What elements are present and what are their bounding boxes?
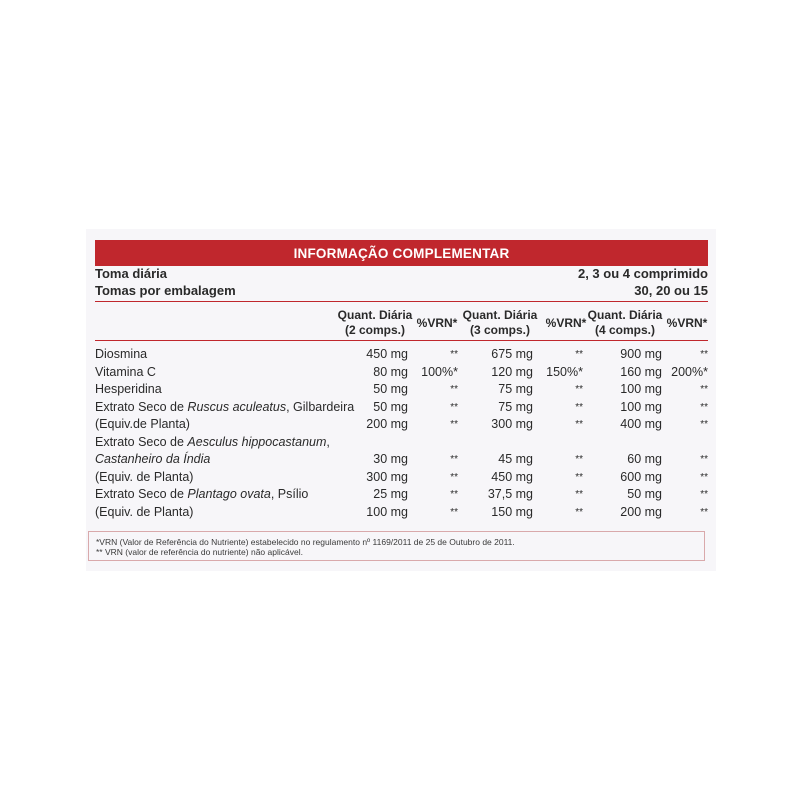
quantity-2comps: 50 mg bbox=[373, 382, 408, 396]
ingredient-label-suffix: , Gilbardeira bbox=[286, 399, 355, 414]
table-row bbox=[95, 346, 708, 364]
divider-top bbox=[95, 301, 708, 302]
ingredient-label: Vitamina C bbox=[95, 364, 156, 379]
table-row bbox=[95, 364, 708, 382]
vrn-3comps: 150%* bbox=[546, 364, 583, 379]
vrn-4comps: ** bbox=[700, 401, 708, 413]
quantity-2comps: 100 mg bbox=[366, 504, 408, 519]
header-quant-2comps bbox=[335, 308, 415, 338]
vrn-4comps: ** bbox=[700, 454, 708, 465]
quantity-4comps: 200 mg bbox=[620, 504, 662, 519]
vrn-3comps: ** bbox=[575, 401, 583, 413]
toma-diaria-row bbox=[95, 265, 708, 282]
footnote-vrn-na: ** VRN (valor de referência do nutriente) não aplicável. bbox=[96, 547, 303, 557]
header-text: (2 comps.) bbox=[344, 323, 405, 337]
tomas-embalagem-value: 30, 20 ou 15 bbox=[634, 283, 708, 298]
header-quant-3comps bbox=[460, 308, 540, 338]
quantity-3comps: 75 mg bbox=[498, 399, 533, 414]
table-row bbox=[95, 434, 708, 452]
quantity-4comps: 100 mg bbox=[620, 382, 662, 396]
vrn-2comps: ** bbox=[450, 384, 458, 395]
vrn-4comps: ** bbox=[700, 471, 708, 483]
quantity-3comps: 37,5 mg bbox=[487, 487, 533, 501]
ingredient-label bbox=[95, 434, 330, 452]
quantity-3comps: 120 mg bbox=[491, 364, 533, 379]
quantity-2comps: 30 mg bbox=[373, 452, 408, 466]
vrn-4comps: ** bbox=[700, 489, 708, 500]
table-row bbox=[95, 504, 708, 522]
toma-diaria-label: Toma diária bbox=[95, 266, 168, 281]
header-vrn-2: %VRN* bbox=[545, 316, 587, 330]
table-row bbox=[95, 399, 708, 417]
ingredient-label: (Equiv. de Planta) bbox=[95, 469, 194, 484]
ingredient-label-prefix: Extrato Seco de bbox=[95, 487, 188, 501]
ingredient-species: Plantago ovata bbox=[187, 487, 271, 501]
quantity-3comps: 150 mg bbox=[491, 504, 533, 519]
quantity-2comps: 50 mg bbox=[373, 399, 408, 414]
quantity-3comps: 450 mg bbox=[491, 469, 533, 484]
ingredient-label bbox=[95, 486, 308, 504]
vrn-2comps: ** bbox=[450, 454, 458, 465]
table-row bbox=[95, 381, 708, 399]
header-text: (4 comps.) bbox=[594, 323, 655, 337]
ingredient-species: Aesculus hippocastanum bbox=[187, 434, 327, 449]
ingredient-label: (Equiv. de Planta) bbox=[95, 504, 194, 519]
quantity-4comps: 600 mg bbox=[620, 469, 662, 484]
vrn-2comps: ** bbox=[450, 401, 458, 413]
quantity-2comps: 80 mg bbox=[373, 364, 408, 379]
vrn-2comps: ** bbox=[450, 471, 458, 483]
quantity-4comps: 900 mg bbox=[620, 347, 662, 361]
table-row bbox=[95, 486, 708, 504]
quantity-4comps: 160 mg bbox=[620, 364, 662, 379]
quantity-3comps: 45 mg bbox=[498, 452, 533, 466]
vrn-4comps: ** bbox=[700, 419, 708, 430]
vrn-3comps: ** bbox=[575, 384, 583, 395]
vrn-3comps: ** bbox=[575, 489, 583, 500]
quantity-3comps: 75 mg bbox=[498, 382, 533, 396]
footnote-vrn: *VRN (Valor de Referência do Nutriente) estabelecido no regulamento nº 1169/2011 de 25 de Outubro de 2011. bbox=[96, 537, 515, 547]
ingredient-species: Ruscus aculeatus bbox=[187, 399, 287, 414]
ingredient-label-prefix: Extrato Seco de bbox=[95, 399, 188, 414]
ingredient-label-suffix: , bbox=[326, 434, 330, 449]
header-vrn-3: %VRN* bbox=[666, 316, 708, 330]
table-row bbox=[95, 416, 708, 434]
quantity-2comps: 450 mg bbox=[366, 347, 408, 361]
quantity-3comps: 300 mg bbox=[491, 417, 533, 431]
ingredient-label: Hesperidina bbox=[95, 382, 162, 396]
vrn-3comps: ** bbox=[575, 506, 583, 518]
header-text: (3 comps.) bbox=[469, 323, 530, 337]
vrn-3comps: ** bbox=[575, 471, 583, 483]
table-row bbox=[95, 469, 708, 487]
vrn-4comps: ** bbox=[700, 506, 708, 518]
quantity-4comps: 100 mg bbox=[620, 399, 662, 414]
ingredient-species: Castanheiro da Índia bbox=[95, 452, 211, 466]
header-quant-4comps bbox=[585, 308, 665, 338]
quantity-2comps: 300 mg bbox=[366, 469, 408, 484]
tomas-embalagem-label: Tomas por embalagem bbox=[95, 283, 236, 298]
nutrient-table bbox=[95, 346, 708, 521]
ingredient-label: Diosmina bbox=[95, 347, 148, 361]
vrn-3comps: ** bbox=[575, 454, 583, 465]
vrn-2comps: 100%* bbox=[421, 364, 458, 379]
vrn-2comps: ** bbox=[450, 489, 458, 500]
header-text: Quant. Diária bbox=[462, 308, 538, 322]
table-row bbox=[95, 451, 708, 469]
ingredient-label-prefix: Extrato Seco de bbox=[95, 434, 188, 449]
quantity-4comps: 400 mg bbox=[620, 417, 662, 431]
vrn-2comps: ** bbox=[450, 349, 458, 360]
toma-diaria-value: 2, 3 ou 4 comprimido bbox=[577, 266, 708, 281]
tomas-embalagem-row bbox=[95, 282, 708, 299]
vrn-3comps: ** bbox=[575, 419, 583, 430]
ingredient-label: (Equiv.de Planta) bbox=[95, 417, 190, 431]
quantity-4comps: 50 mg bbox=[627, 487, 662, 501]
quantity-2comps: 200 mg bbox=[366, 417, 408, 431]
vrn-4comps: ** bbox=[700, 349, 708, 360]
quantity-3comps: 675 mg bbox=[491, 347, 533, 361]
ingredient-label bbox=[95, 399, 354, 417]
vrn-4comps: 200%* bbox=[671, 364, 708, 379]
section-title-banner: INFORMAÇÃO COMPLEMENTAR bbox=[95, 240, 708, 266]
ingredient-label-suffix: , Psílio bbox=[270, 487, 309, 501]
header-text: Quant. Diária bbox=[337, 308, 413, 322]
vrn-2comps: ** bbox=[450, 419, 458, 430]
quantity-4comps: 60 mg bbox=[627, 452, 662, 466]
vrn-4comps: ** bbox=[700, 384, 708, 395]
quantity-2comps: 25 mg bbox=[373, 487, 408, 501]
header-vrn-1: %VRN* bbox=[416, 316, 458, 330]
vrn-3comps: ** bbox=[575, 349, 583, 360]
ingredient-label bbox=[95, 451, 210, 469]
header-text: Quant. Diária bbox=[587, 308, 663, 322]
vrn-2comps: ** bbox=[450, 506, 458, 518]
divider-header bbox=[95, 340, 708, 341]
